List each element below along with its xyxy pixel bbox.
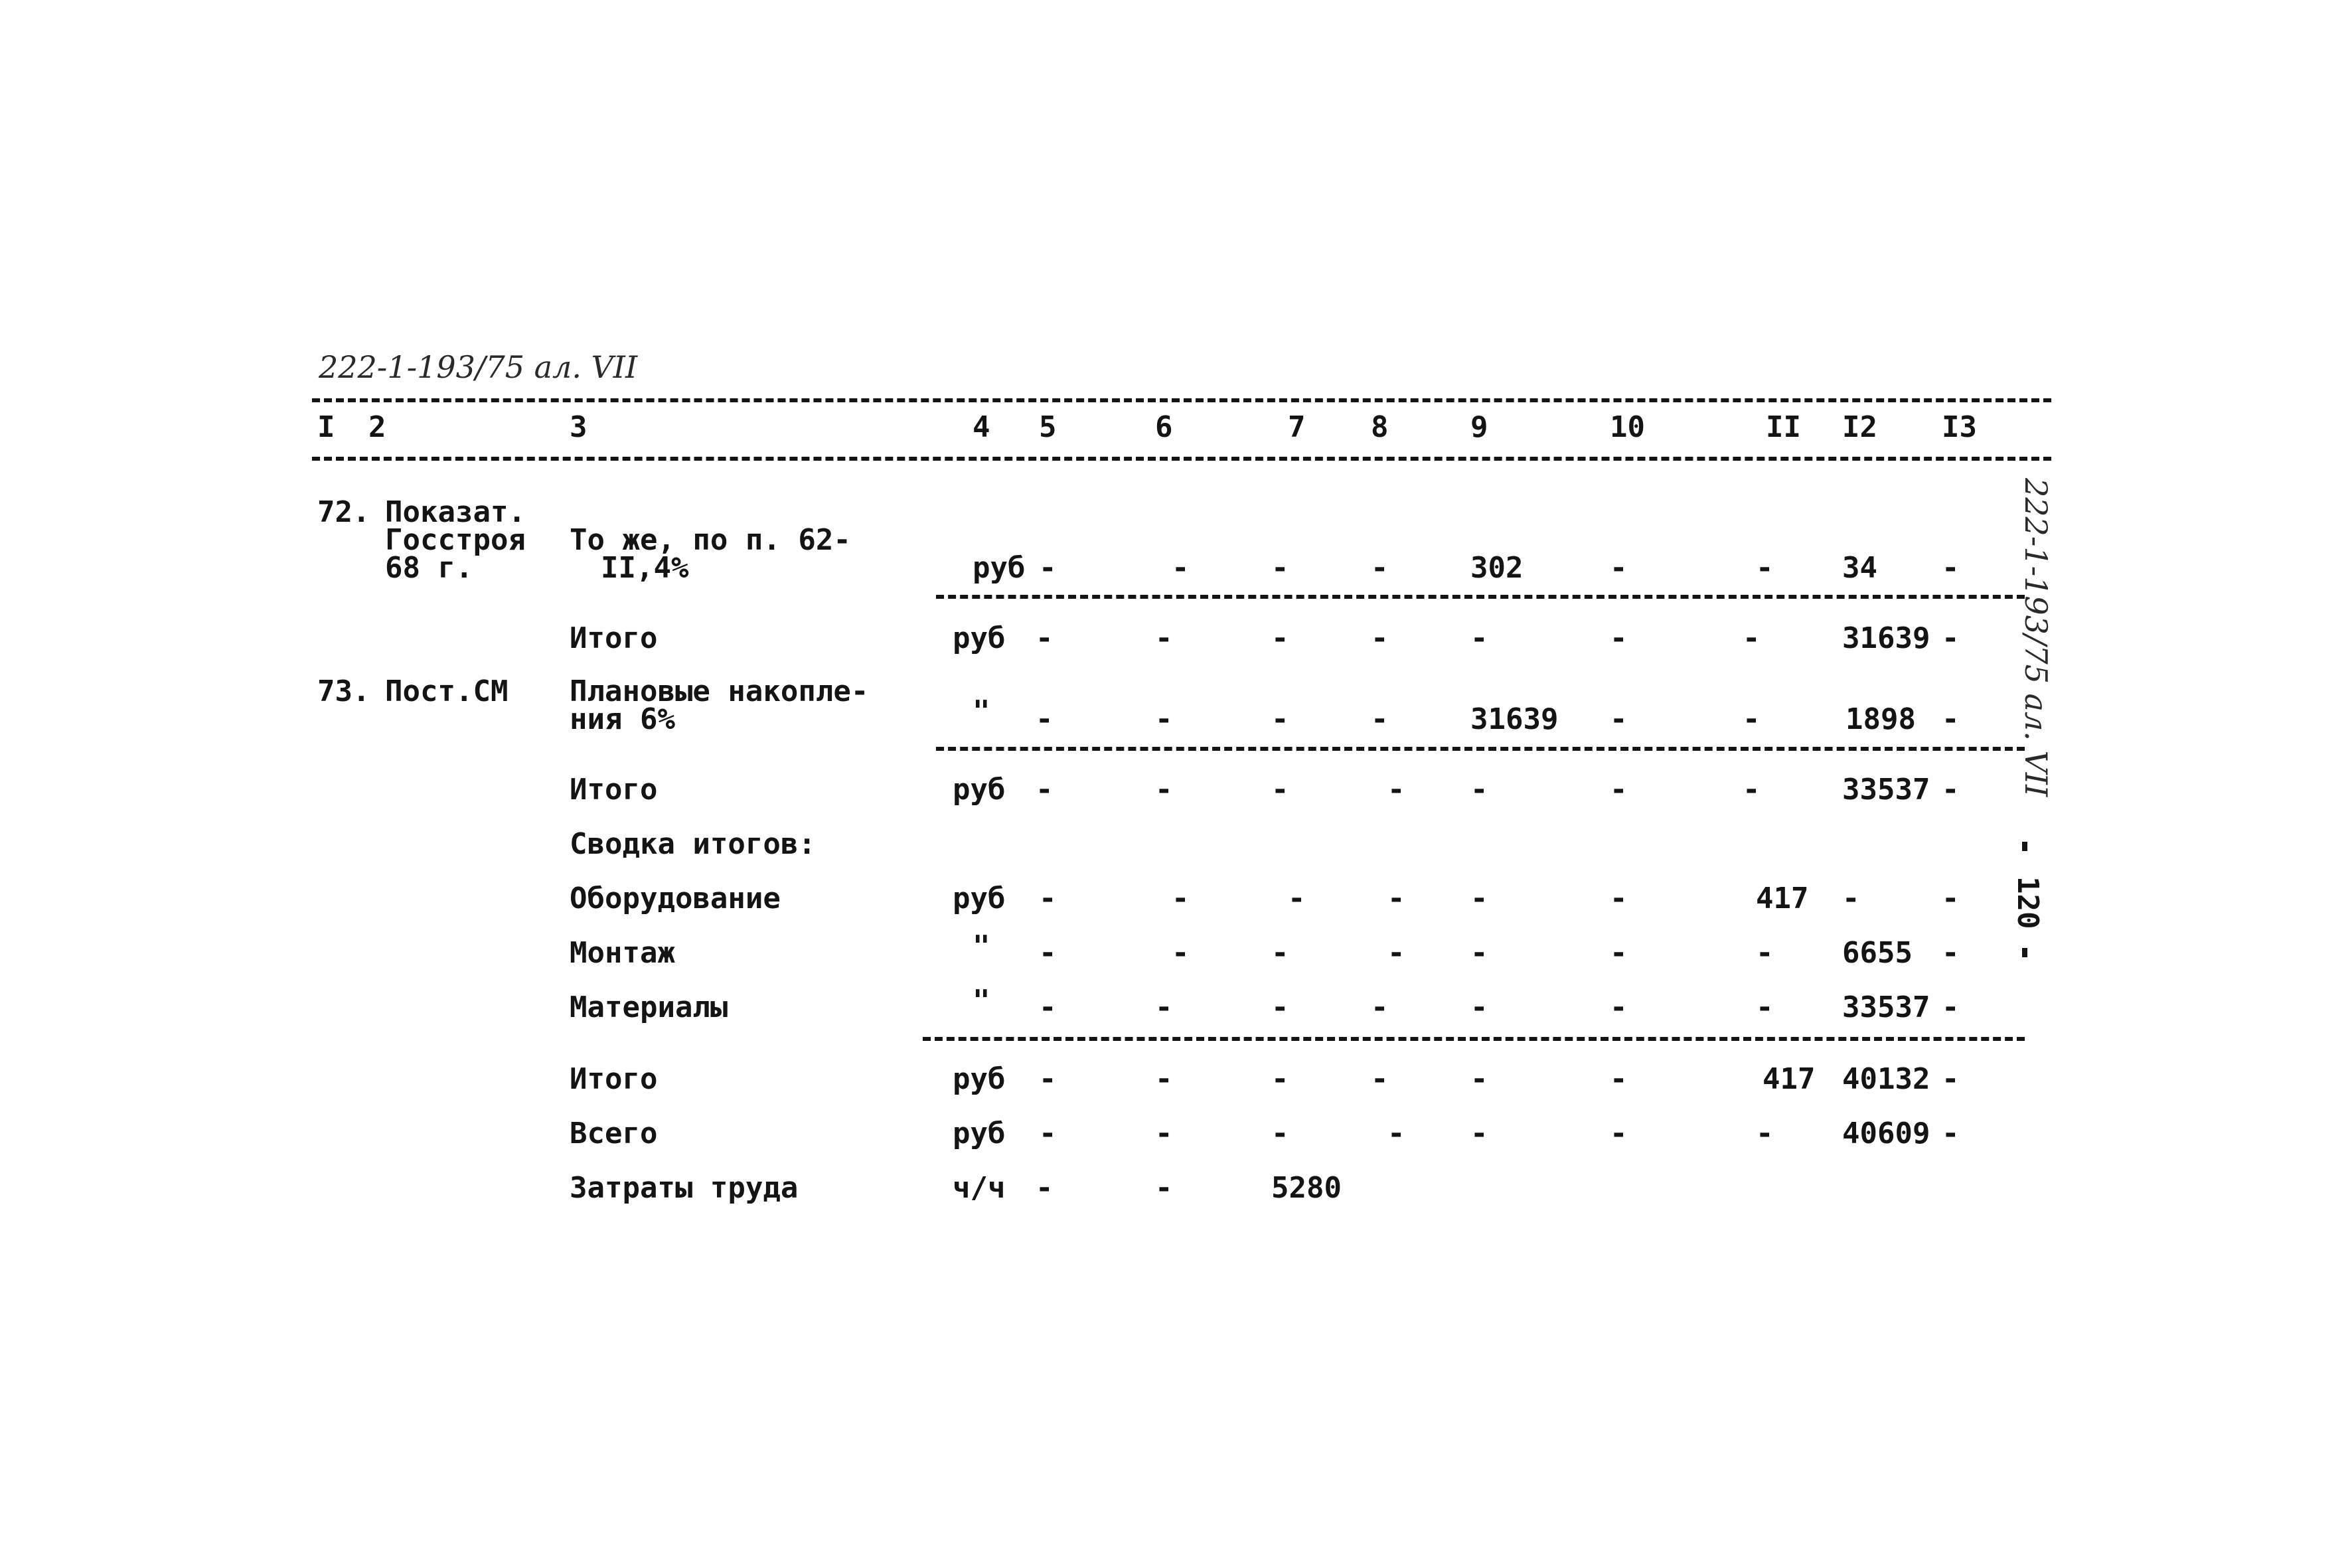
column-header: 3 [570, 410, 588, 444]
cell: - [1470, 990, 1488, 1024]
column-header: 2 [368, 410, 386, 444]
cell: - [1610, 936, 1628, 970]
cell: - [1842, 882, 1860, 915]
column-header: I [317, 410, 335, 444]
cell: - [1039, 990, 1057, 1024]
item-name: Оборудование [570, 882, 781, 915]
cell: - [1942, 551, 1960, 585]
column-header: 7 [1288, 410, 1306, 444]
cell: - [1756, 936, 1774, 970]
page-number-tick [2022, 842, 2027, 851]
cell: - [1036, 773, 1054, 807]
cell: - [1155, 702, 1173, 736]
item-unit: руб [953, 621, 1006, 655]
item-unit: " [973, 984, 990, 1018]
document-code: 222-1-193/75 ал. VII [319, 349, 638, 385]
column-header: 5 [1039, 410, 1057, 444]
cell: - [1743, 621, 1761, 655]
item-name: Плановые накопле- [570, 674, 869, 708]
item-number: 72. [317, 495, 370, 529]
cell: 6655 [1842, 936, 1913, 970]
item-name: II,4% [601, 551, 689, 585]
cell: - [1036, 621, 1054, 655]
cell: - [1756, 1117, 1774, 1150]
cell: - [1610, 773, 1628, 807]
cell: 1898 [1845, 702, 1916, 736]
item-name: Всего [570, 1117, 658, 1150]
cell: - [1155, 1117, 1173, 1150]
cell: - [1942, 990, 1960, 1024]
cell: - [1387, 1117, 1405, 1150]
item-unit: " [973, 929, 990, 963]
cell: - [1155, 1062, 1173, 1096]
cell: - [1036, 1171, 1054, 1205]
cell: - [1271, 1062, 1289, 1096]
side-document-code: 222-1-193/75 ал. VII [2018, 478, 2054, 797]
cell: - [1371, 551, 1389, 585]
cell: - [1039, 1117, 1057, 1150]
cell: - [1155, 1171, 1173, 1205]
item-unit: руб [973, 551, 1026, 585]
cell: - [1271, 773, 1289, 807]
cell: - [1155, 621, 1173, 655]
cell: - [1155, 990, 1173, 1024]
cell: 5280 [1271, 1171, 1342, 1205]
item-name: Итого [570, 773, 658, 807]
cell: 31639 [1470, 702, 1559, 736]
item-name: То же, по п. 62- [570, 523, 851, 557]
item-unit: руб [953, 1062, 1006, 1096]
column-header: 10 [1610, 410, 1645, 444]
summary-heading: Сводка итогов: [570, 827, 816, 861]
cell: 40132 [1842, 1062, 1930, 1096]
item-source: Пост.СМ [385, 674, 509, 708]
page-number-tick [2022, 948, 2027, 957]
header-rule-bottom [312, 457, 2051, 461]
cell: - [1743, 773, 1761, 807]
item-source: Госстроя [385, 523, 526, 557]
cell: - [1039, 936, 1057, 970]
cell: - [1155, 773, 1173, 807]
item-number: 73. [317, 674, 370, 708]
column-header: 6 [1155, 410, 1173, 444]
cell: - [1371, 621, 1389, 655]
cell: - [1470, 1117, 1488, 1150]
column-header: I2 [1842, 410, 1877, 444]
column-header: 8 [1371, 410, 1389, 444]
cell: - [1271, 621, 1289, 655]
cell: - [1288, 882, 1306, 915]
cell: - [1172, 882, 1190, 915]
cell: - [1942, 936, 1960, 970]
cell: - [1039, 551, 1057, 585]
item-unit: руб [953, 1117, 1006, 1150]
item-unit: руб [953, 773, 1006, 807]
cell: - [1610, 702, 1628, 736]
cell: - [1271, 702, 1289, 736]
cell: 31639 [1842, 621, 1930, 655]
item-unit: руб [953, 882, 1006, 915]
cell: - [1942, 1062, 1960, 1096]
cell: - [1371, 702, 1389, 736]
cell: 417 [1763, 1062, 1816, 1096]
cell: - [1610, 551, 1628, 585]
column-header: 9 [1470, 410, 1488, 444]
cell: - [1387, 773, 1405, 807]
item-name: Итого [570, 621, 658, 655]
item-source: 68 г. [385, 551, 473, 585]
cell: - [1172, 936, 1190, 970]
cell: 34 [1842, 551, 1877, 585]
cell: 417 [1756, 882, 1809, 915]
cell: - [1172, 551, 1190, 585]
item-name: ния 6% [570, 702, 675, 736]
cell: - [1470, 1062, 1488, 1096]
cell: - [1610, 882, 1628, 915]
item-unit: " [973, 694, 990, 728]
row-rule [936, 747, 2025, 751]
cell: - [1610, 1062, 1628, 1096]
column-header: II [1766, 410, 1801, 444]
cell: - [1610, 990, 1628, 1024]
row-rule [923, 1037, 2025, 1041]
cell: - [1371, 1062, 1389, 1096]
cell: - [1470, 882, 1488, 915]
cell: - [1610, 621, 1628, 655]
cell: - [1039, 1062, 1057, 1096]
cell: 33537 [1842, 773, 1930, 807]
cell: - [1387, 936, 1405, 970]
cell: - [1470, 621, 1488, 655]
cell: - [1942, 773, 1960, 807]
cell: - [1271, 1117, 1289, 1150]
item-name: Монтаж [570, 936, 675, 970]
cell: - [1271, 990, 1289, 1024]
cell: - [1942, 1117, 1960, 1150]
cell: 302 [1470, 551, 1524, 585]
column-header: 4 [973, 410, 990, 444]
row-rule [936, 595, 2025, 599]
column-header: I3 [1942, 410, 1977, 444]
cell: - [1756, 990, 1774, 1024]
item-name: Итого [570, 1062, 658, 1096]
cell: - [1743, 702, 1761, 736]
item-source: Показат. [385, 495, 526, 529]
cell: - [1271, 551, 1289, 585]
cell: 33537 [1842, 990, 1930, 1024]
item-name: Материалы [570, 990, 728, 1024]
cell: - [1610, 1117, 1628, 1150]
cell: - [1942, 882, 1960, 915]
cell: - [1271, 936, 1289, 970]
cell: - [1039, 882, 1057, 915]
cell: - [1942, 621, 1960, 655]
item-name: Затраты труда [570, 1171, 799, 1205]
cell: 40609 [1842, 1117, 1930, 1150]
cell: - [1942, 702, 1960, 736]
page-number: 120 [2011, 876, 2045, 929]
header-rule-top [312, 398, 2051, 402]
cell: - [1371, 990, 1389, 1024]
cell: - [1756, 551, 1774, 585]
cell: - [1470, 773, 1488, 807]
cell: - [1036, 702, 1054, 736]
cell: - [1387, 882, 1405, 915]
cell: - [1470, 936, 1488, 970]
item-unit: ч/ч [953, 1171, 1006, 1205]
